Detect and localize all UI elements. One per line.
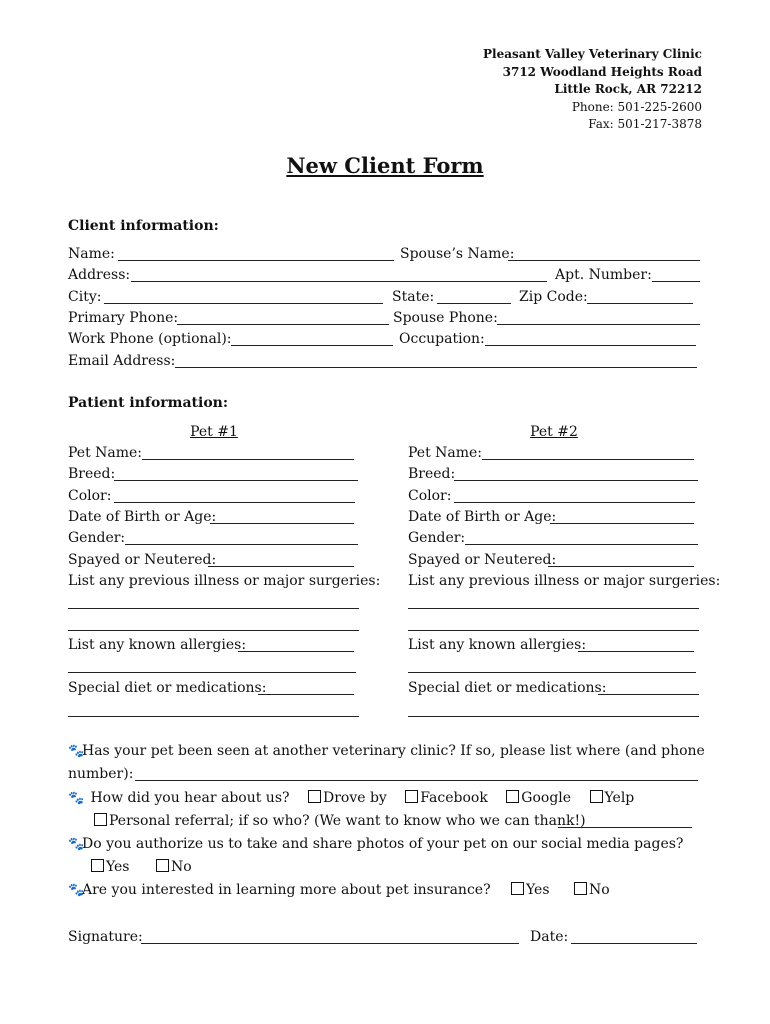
pet1-spayed-label: Spayed or Neutered: [68, 552, 217, 568]
pet2-allergies-field-2[interactable] [408, 672, 696, 673]
clinic-phone: Phone: 501-225-2600 [571, 99, 702, 114]
state-field[interactable] [437, 303, 511, 304]
pet2-spayed-label: Spayed or Neutered: [408, 552, 557, 568]
zip-label: Zip Code: [519, 289, 588, 305]
clinic-street: 3712 Woodland Heights Road [502, 64, 702, 79]
email-label: Email Address: [68, 353, 176, 369]
clinic-city: Little Rock, AR 72212 [554, 82, 702, 96]
pet1-gender-label: Gender: [68, 530, 126, 546]
zip-field[interactable] [587, 303, 693, 304]
email-field[interactable] [175, 367, 697, 368]
checkbox-photos-no[interactable] [156, 859, 169, 872]
spouse-name-label: Spouse’s Name: [400, 246, 515, 262]
pet1-dob-label: Date of Birth or Age: [68, 509, 217, 525]
work-phone-label: Work Phone (optional): [68, 331, 232, 347]
question-insurance: 🐾Are you interested in learning more about pet insurance? Yes No [68, 882, 610, 898]
checkbox-facebook[interactable] [405, 790, 418, 803]
referral-field[interactable] [558, 827, 692, 828]
signature-label: Signature: [68, 929, 143, 945]
clinic-name: Pleasant Valley Veterinary Clinic [483, 47, 702, 61]
pet2-color-field[interactable] [454, 502, 695, 503]
pet2-diet-label: Special diet or medications: [408, 680, 607, 696]
pet1-name-label: Pet Name: [68, 445, 143, 461]
page-title: New Client Form [286, 153, 484, 178]
pet1-name-field[interactable] [142, 459, 354, 460]
client-section-heading: Client information: [68, 218, 219, 234]
pet2-allergies-label: List any known allergies: [408, 637, 587, 653]
other-clinic-field[interactable] [135, 780, 698, 781]
pet1-color-label: Color: [68, 488, 112, 504]
pet2-gender-label: Gender: [408, 530, 466, 546]
city-field[interactable] [104, 303, 383, 304]
pet1-allergies-field-2[interactable] [68, 672, 356, 673]
photos-no[interactable]: No [156, 859, 192, 875]
pet2-allergies-field[interactable] [578, 651, 694, 652]
option-google[interactable]: Google [506, 790, 571, 806]
checkbox-yelp[interactable] [590, 790, 603, 803]
pet1-illness-field-2[interactable] [68, 630, 359, 631]
pet2-dob-label: Date of Birth or Age: [408, 509, 557, 525]
occupation-label: Occupation: [399, 331, 485, 347]
pet1-illness-label: List any previous illness or major surgeries: [68, 573, 381, 589]
question-other-clinic-cont: number): [68, 766, 134, 782]
pet1-illness-field-1[interactable] [68, 608, 359, 609]
question-hear-about: 🐾 How did you hear about us? Drove by Facebook Google Yelp [68, 790, 635, 806]
address-label: Address: [68, 267, 131, 283]
work-phone-field[interactable] [231, 345, 393, 346]
checkbox-photos-yes[interactable] [91, 859, 104, 872]
paw-icon: 🐾 [68, 837, 85, 852]
pet2-spayed-field[interactable] [548, 566, 694, 567]
pet1-gender-field[interactable] [125, 544, 358, 545]
pet1-breed-field[interactable] [114, 480, 358, 481]
photos-options [91, 859, 192, 875]
pet2-illness-field-1[interactable] [408, 608, 699, 609]
address-field[interactable] [131, 281, 547, 282]
clinic-fax: Fax: 501-217-3878 [588, 117, 702, 131]
pet2-breed-label: Breed: [408, 466, 456, 482]
pet1-heading: Pet #1 [190, 424, 238, 440]
pet1-breed-label: Breed: [68, 466, 116, 482]
primary-phone-field[interactable] [177, 324, 389, 325]
paw-icon: 🐾 [68, 744, 85, 759]
occupation-field[interactable] [485, 345, 696, 346]
checkbox-referral[interactable] [94, 813, 107, 826]
signature-field[interactable] [141, 943, 519, 944]
checkbox-insurance-yes[interactable] [511, 882, 524, 895]
pet2-name-field[interactable] [482, 459, 694, 460]
insurance-no[interactable]: No [574, 882, 610, 898]
patient-section-heading: Patient information: [68, 395, 229, 411]
photos-yes[interactable]: Yes [91, 859, 130, 875]
spouse-phone-label: Spouse Phone: [393, 310, 498, 326]
pet2-illness-label: List any previous illness or major surgeries: [408, 573, 721, 589]
pet2-dob-field[interactable] [550, 523, 694, 524]
pet1-spayed-field[interactable] [208, 566, 354, 567]
primary-phone-label: Primary Phone: [68, 310, 179, 326]
apt-label: Apt. Number: [555, 267, 652, 283]
question-photos: 🐾Do you authorize us to take and share photos of your pet on our social media pages? [68, 836, 684, 852]
checkbox-drove-by[interactable] [308, 790, 321, 803]
name-field[interactable] [118, 260, 394, 261]
date-field[interactable] [571, 943, 697, 944]
pet2-gender-field[interactable] [465, 544, 698, 545]
checkbox-google[interactable] [506, 790, 519, 803]
paw-icon: 🐾 [68, 883, 85, 898]
pet2-breed-field[interactable] [454, 480, 698, 481]
apt-field[interactable] [652, 281, 700, 282]
pet1-color-field[interactable] [114, 502, 355, 503]
pet1-allergies-label: List any known allergies: [68, 637, 247, 653]
spouse-name-field[interactable] [508, 260, 700, 261]
pet1-diet-label: Special diet or medications: [68, 680, 267, 696]
name-label: Name: [68, 246, 115, 262]
pet2-color-label: Color: [408, 488, 452, 504]
option-drove-by[interactable]: Drove by [308, 790, 387, 806]
date-label: Date: [530, 929, 569, 945]
checkbox-insurance-no[interactable] [574, 882, 587, 895]
pet2-illness-field-2[interactable] [408, 630, 699, 631]
insurance-yes[interactable]: Yes [511, 882, 550, 898]
pet1-diet-field[interactable] [258, 694, 354, 695]
state-label: State: [392, 289, 435, 305]
spouse-phone-field[interactable] [497, 324, 700, 325]
pet2-name-label: Pet Name: [408, 445, 483, 461]
option-referral[interactable]: Personal referral; if so who? (We want to know who we can thank!) [94, 813, 586, 829]
city-label: City: [68, 289, 102, 305]
pet2-diet-field-2[interactable] [408, 716, 699, 717]
pet2-heading: Pet #2 [530, 424, 578, 440]
pet1-diet-field-2[interactable] [68, 716, 359, 717]
option-yelp[interactable]: Yelp [590, 790, 635, 806]
option-facebook[interactable]: Facebook [405, 790, 488, 806]
pet1-allergies-field[interactable] [238, 651, 354, 652]
pet1-dob-field[interactable] [210, 523, 354, 524]
pet2-diet-field[interactable] [598, 694, 699, 695]
question-other-clinic: 🐾Has your pet been seen at another veterinary clinic? If so, please list where (and phone [68, 743, 705, 759]
paw-icon: 🐾 [68, 791, 85, 806]
